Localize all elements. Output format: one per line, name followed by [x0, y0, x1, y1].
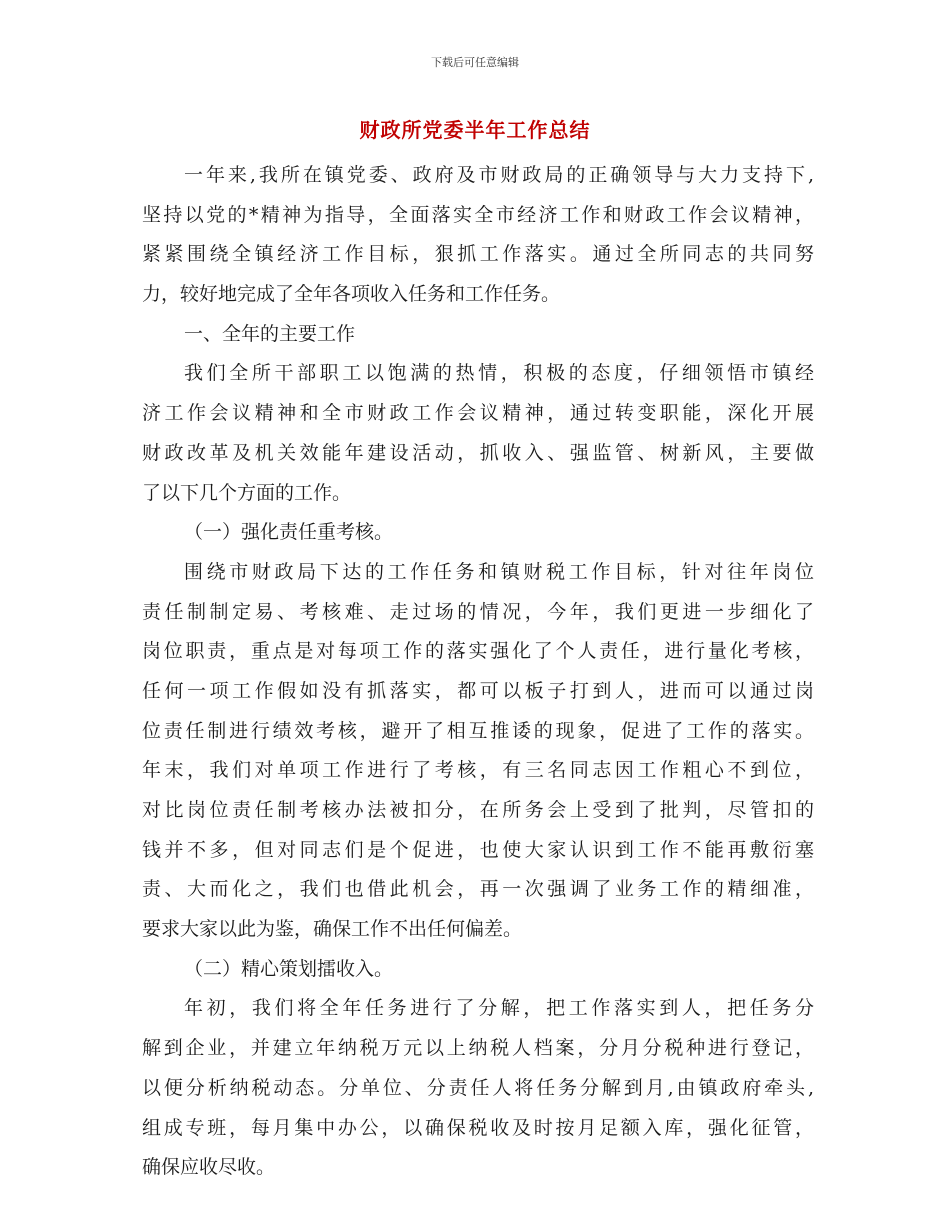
text-line: （二）精心策划擂收入。 — [184, 957, 394, 980]
text-line: 年初，我们将全年任务进行了分解，把工作落实到人，把任务分 — [184, 997, 814, 1020]
document-title: 财政所党委半年工作总结 — [359, 118, 591, 142]
text-line: 对比岗位责任制考核办法被扣分，在所务会上受到了批判，尽管扣的 — [142, 799, 814, 821]
text-line: 确保应收尽收。 — [142, 1156, 276, 1179]
text-line: 钱并不多，但对同志们是个促进，也使大家认识到工作不能再敷衍塞 — [142, 838, 814, 861]
text-line: 要求大家以此为鉴，确保工作不出任何偏差。 — [142, 918, 523, 941]
text-line: 财政改革及机关效能年建设活动，抓收入、强监管、树新风，主要做 — [142, 441, 814, 464]
text-line: 责、大而化之，我们也借此机会，再一次强调了业务工作的精细准， — [142, 878, 814, 901]
document-body — [142, 156, 814, 1188]
text-line: 位责任制进行绩效考核，避开了相互推诿的现象，促进了工作的落实。 — [142, 719, 814, 742]
text-line: 责任制制定易、考核难、走过场的情况，今年，我们更进一步细化了 — [142, 600, 814, 623]
text-line: 一年来,我所在镇党委、政府及市财政局的正确领导与大力支持下, — [184, 164, 814, 186]
text-line: 任何一项工作假如没有抓落实，都可以板子打到人，进而可以通过岗 — [142, 679, 814, 702]
text-line: 力，较好地完成了全年各项收入任务和工作任务。 — [142, 283, 561, 306]
text-line: 坚持以党的*精神为指导，全面落实全市经济工作和财政工作会议精神， — [142, 203, 814, 226]
text-line: 一、全年的主要工作 — [184, 322, 356, 345]
text-line: 了以下几个方面的工作。 — [142, 481, 352, 504]
header-note: 下载后可任意编辑 — [431, 56, 519, 69]
text-line: 我们全所干部职工以饱满的热情，积极的态度，仔细领悟市镇经 — [184, 362, 814, 385]
text-line: 紧紧围绕全镇经济工作目标，狠抓工作落实。通过全所同志的共同努 — [142, 243, 814, 266]
text-line: （一）强化责任重考核。 — [184, 521, 394, 544]
text-line: 岗位职责，重点是对每项工作的落实强化了个人责任，进行量化考核， — [142, 640, 814, 663]
text-line: 济工作会议精神和全市财政工作会议精神，通过转变职能，深化开展 — [142, 402, 814, 425]
text-line: 年末，我们对单项工作进行了考核，有三名同志因工作粗心不到位， — [142, 759, 814, 782]
text-line: 解到企业，并建立年纳税万元以上纳税人档案，分月分税种进行登记， — [142, 1037, 814, 1060]
text-line: 组成专班，每月集中办公，以确保税收及时按月足额入库，强化征管， — [142, 1116, 814, 1139]
text-line: 围绕市财政局下达的工作任务和镇财税工作目标，针对往年岗位 — [184, 560, 814, 583]
text-line: 以便分析纳税动态。分单位、分责任人将任务分解到月,由镇政府牵头, — [142, 1076, 814, 1099]
